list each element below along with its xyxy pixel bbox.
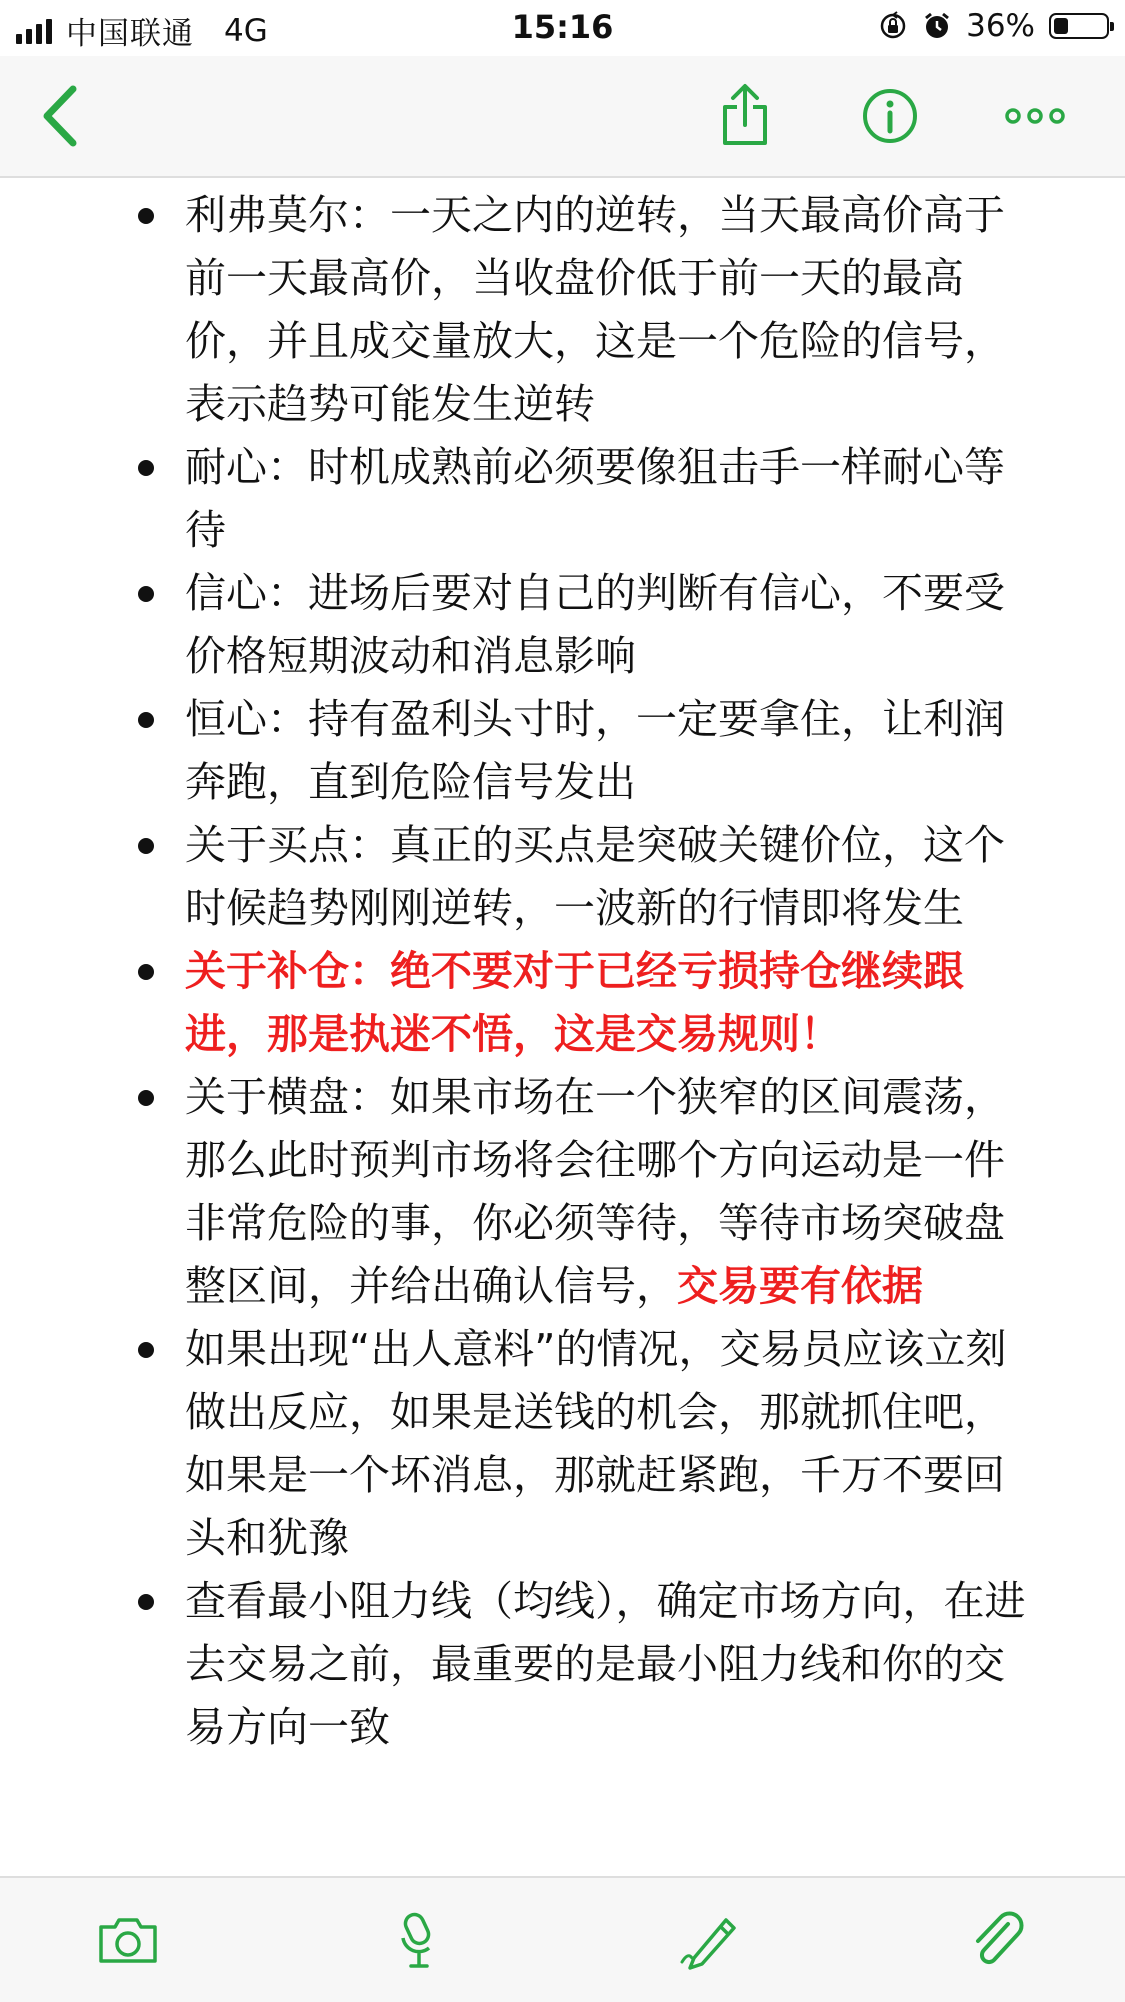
bullet-dot-icon (138, 1594, 154, 1610)
bullet-dot-icon (138, 712, 154, 728)
bullet-dot-icon (138, 460, 154, 476)
note-text: 查看最小阻力线（均线），确定市场方向，在进去交易之前，最重要的是最小阻力线和你的交易方向一致 (185, 1577, 1026, 1751)
emphasized-text: 关于补仓：绝不要对于已经亏损持仓继续跟进，那是执迷不悟，这是交易规则！ (185, 947, 964, 1058)
paperclip-icon[interactable] (958, 1900, 1038, 1980)
camera-icon[interactable] (88, 1900, 168, 1980)
bullet-dot-icon (138, 964, 154, 980)
list-item (0, 184, 1045, 436)
more-icon[interactable] (995, 76, 1075, 156)
alarm-icon (922, 11, 952, 41)
battery-percent: 36% (966, 8, 1035, 44)
emphasized-text: 交易要有依据 (677, 1262, 923, 1310)
list-item (0, 940, 1045, 1066)
note-text: 关于横盘：如果市场在一个狭窄的区间震荡，那么此时预判市场将会往哪个方向运动是一件非常危险的事，你必须等待，等待市场突破盘整区间，并给出确认信号， (185, 1073, 1005, 1310)
list-item (0, 1066, 1045, 1318)
battery-icon (1049, 13, 1109, 39)
bullet-dot-icon (138, 208, 154, 224)
list-item (0, 562, 1045, 688)
bullet-dot-icon (138, 1342, 154, 1358)
list-item (0, 688, 1045, 814)
microphone-icon[interactable] (378, 1900, 458, 1980)
status-bar (0, 0, 1125, 56)
bottom-toolbar (0, 1876, 1125, 2002)
list-item (0, 1570, 1045, 1759)
note-text: 关于买点：真正的买点是突破关键价位，这个时候趋势刚刚逆转，一波新的行情即将发生 (185, 821, 1005, 932)
note-text: 信心：进场后要对自己的判断有信心，不要受价格短期波动和消息影响 (185, 569, 1005, 680)
bullet-dot-icon (138, 586, 154, 602)
note-content[interactable] (0, 178, 1125, 1876)
bullet-list (0, 184, 1125, 1759)
note-nav-bar (0, 56, 1125, 178)
status-right (878, 8, 1109, 44)
info-icon[interactable] (850, 76, 930, 156)
note-text: 如果出现“出人意料”的情况，交易员应该立刻做出反应，如果是送钱的机会，那就抓住吧，如果是一个坏消息，那就赶紧跑，千万不要回头和犹豫 (185, 1325, 1007, 1562)
battery-fill (1054, 18, 1068, 34)
note-text: 恒心：持有盈利头寸时，一定要拿住，让利润奔跑，直到危险信号发出 (185, 695, 1005, 806)
share-icon[interactable] (705, 76, 785, 156)
chevron-left-icon[interactable] (20, 76, 100, 156)
orientation-lock-icon (878, 11, 908, 41)
list-item (0, 1318, 1045, 1570)
status-time: 15:16 (511, 8, 614, 46)
note-text: 耐心：时机成熟前必须要像狙击手一样耐心等待 (185, 443, 1005, 554)
carrier-name: 中国联通 (66, 16, 194, 52)
bullet-dot-icon (138, 838, 154, 854)
pen-icon[interactable] (668, 1900, 748, 1980)
note-text: 利弗莫尔：一天之内的逆转，当天最高价高于前一天最高价，当收盘价低于前一天的最高价，并且成交量放大，这是一个危险的信号，表示趋势可能发生逆转 (185, 191, 1005, 428)
list-item (0, 814, 1045, 940)
bullet-dot-icon (138, 1090, 154, 1106)
network-type: 4G (224, 12, 268, 49)
list-item (0, 436, 1045, 562)
